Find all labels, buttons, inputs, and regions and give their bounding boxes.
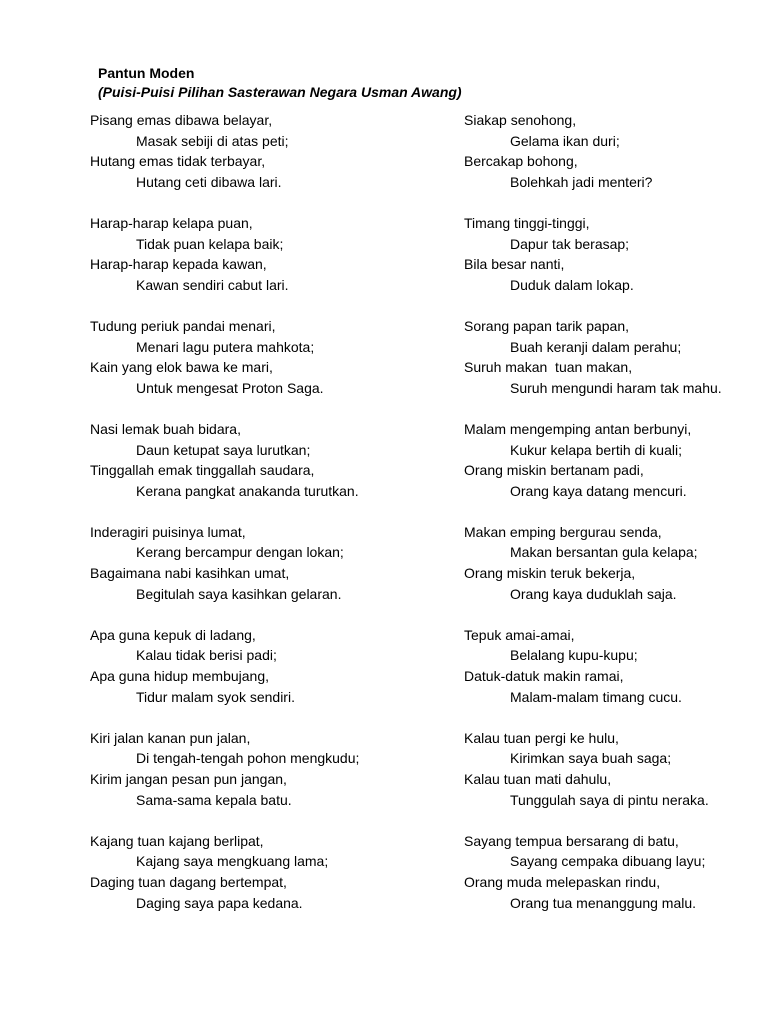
pantun-stanza [464, 419, 754, 501]
pantun-line: Kirimkan saya buah saga; [510, 750, 672, 767]
pantun-line: Suruh makan tuan makan, [464, 359, 633, 376]
pantun-line: Daging saya papa kedana. [136, 894, 303, 911]
document-header [98, 64, 462, 102]
pantun-line: Bagaimana nabi kasihkan umat, [90, 565, 290, 582]
pantun-line: Sorang papan tarik papan, [464, 317, 630, 334]
pantun-stanza [464, 625, 754, 707]
pantun-line: Di tengah-tengah pohon mengkudu; [136, 750, 360, 767]
pantun-line: Harap-harap kelapa puan, [90, 214, 253, 231]
pantun-line: Tidak puan kelapa baik; [136, 235, 284, 252]
right-column [464, 110, 754, 913]
pantun-line: Tudung periuk pandai menari, [90, 317, 276, 334]
pantun-stanza [90, 316, 430, 398]
pantun-line: Kukur kelapa bertih di kuali; [510, 441, 682, 458]
pantun-line: Apa guna hidup membujang, [90, 668, 270, 685]
pantun-line: Kalau tidak berisi padi; [136, 647, 277, 664]
pantun-line: Untuk mengesat Proton Saga. [136, 379, 324, 396]
pantun-stanza [90, 522, 430, 604]
pantun-stanza [464, 831, 754, 913]
pantun-line: Kalau tuan pergi ke hulu, [464, 729, 619, 746]
pantun-line: Makan emping bergurau senda, [464, 523, 662, 540]
pantun-stanza [90, 625, 430, 707]
pantun-line: Sayang tempua bersarang di batu, [464, 832, 679, 849]
pantun-line: Timang tinggi-tinggi, [464, 214, 590, 231]
pantun-stanza [464, 213, 754, 295]
pantun-line: Hutang emas tidak terbayar, [90, 153, 266, 170]
pantun-line: Bercakap bohong, [464, 153, 578, 170]
pantun-line: Orang tua menanggung malu. [510, 894, 697, 911]
pantun-line: Tidur malam syok sendiri. [136, 688, 295, 705]
pantun-line: Pisang emas dibawa belayar, [90, 112, 273, 128]
pantun-line: Bolehkah jadi menteri? [510, 173, 653, 190]
pantun-stanza [90, 110, 430, 192]
pantun-line: Suruh mengundi haram tak mahu. [510, 379, 722, 396]
pantun-line: Hutang ceti dibawa lari. [136, 173, 282, 190]
pantun-line: Orang muda melepaskan rindu, [464, 873, 661, 890]
pantun-stanza [464, 316, 754, 398]
pantun-line: Tunggulah saya di pintu neraka. [510, 791, 709, 808]
page-subtitle: (Puisi-Puisi Pilihan Sasterawan Negara Usman Awang) [98, 84, 462, 100]
pantun-line: Orang miskin bertanam padi, [464, 462, 644, 479]
pantun-line: Kain yang elok bawa ke mari, [90, 359, 273, 376]
pantun-line: Datuk-datuk makin ramai, [464, 668, 624, 685]
pantun-line: Daun ketupat saya lurutkan; [136, 441, 311, 458]
pantun-line: Siakap senohong, [464, 112, 577, 128]
pantun-line: Kalau tuan mati dahulu, [464, 771, 612, 787]
pantun-line: Buah keranji dalam perahu; [510, 338, 682, 355]
pantun-line: Menari lagu putera mahkota; [136, 338, 315, 355]
pantun-line: Sayang cempaka dibuang layu; [510, 853, 706, 870]
pantun-line: Daging tuan dagang bertempat, [90, 873, 287, 890]
pantun-line: Sama-sama kepala batu. [136, 791, 292, 808]
pantun-line: Duduk dalam lokap. [510, 276, 634, 293]
pantun-line: Begitulah saya kasihkan gelaran. [136, 585, 342, 602]
pantun-line: Nasi lemak buah bidara, [90, 420, 241, 437]
pantun-line: Kawan sendiri cabut lari. [136, 276, 289, 293]
pantun-line: Dapur tak berasap; [510, 235, 630, 252]
pantun-line: Makan bersantan gula kelapa; [510, 544, 698, 561]
pantun-line: Harap-harap kepada kawan, [90, 256, 267, 273]
pantun-stanza [90, 213, 430, 295]
pantun-stanza [90, 419, 430, 501]
pantun-line: Kajang tuan kajang berlipat, [90, 832, 264, 849]
pantun-line: Belalang kupu-kupu; [510, 647, 638, 664]
pantun-stanza [464, 728, 754, 810]
pantun-line: Gelama ikan duri; [510, 132, 620, 149]
pantun-line: Kajang saya mengkuang lama; [136, 853, 329, 870]
pantun-stanza [464, 522, 754, 604]
pantun-line: Tepuk amai-amai, [464, 626, 575, 643]
pantun-line: Malam-malam timang cucu. [510, 688, 682, 705]
pantun-line: Orang kaya datang mencuri. [510, 482, 687, 499]
pantun-line: Kiri jalan kanan pun jalan, [90, 729, 251, 746]
pantun-stanza [90, 831, 430, 913]
pantun-line: Kerang bercampur dengan lokan; [136, 544, 344, 561]
pantun-line: Orang kaya duduklah saja. [510, 585, 677, 602]
pantun-line: Malam mengemping antan berbunyi, [464, 420, 692, 437]
pantun-line: Orang miskin teruk bekerja, [464, 565, 636, 582]
pantun-stanza [90, 728, 430, 810]
pantun-stanza [464, 110, 754, 192]
pantun-line: Apa guna kepuk di ladang, [90, 626, 256, 643]
pantun-line: Kerana pangkat anakanda turutkan. [136, 482, 359, 499]
pantun-line: Kirim jangan pesan pun jangan, [90, 771, 287, 787]
pantun-line: Masak sebiji di atas peti; [136, 132, 289, 149]
pantun-line: Inderagiri puisinya lumat, [90, 523, 246, 540]
page-title: Pantun Moden [98, 65, 195, 81]
pantun-line: Tinggallah emak tinggallah saudara, [90, 462, 315, 479]
pantun-line: Bila besar nanti, [464, 256, 565, 273]
left-column [90, 110, 430, 913]
